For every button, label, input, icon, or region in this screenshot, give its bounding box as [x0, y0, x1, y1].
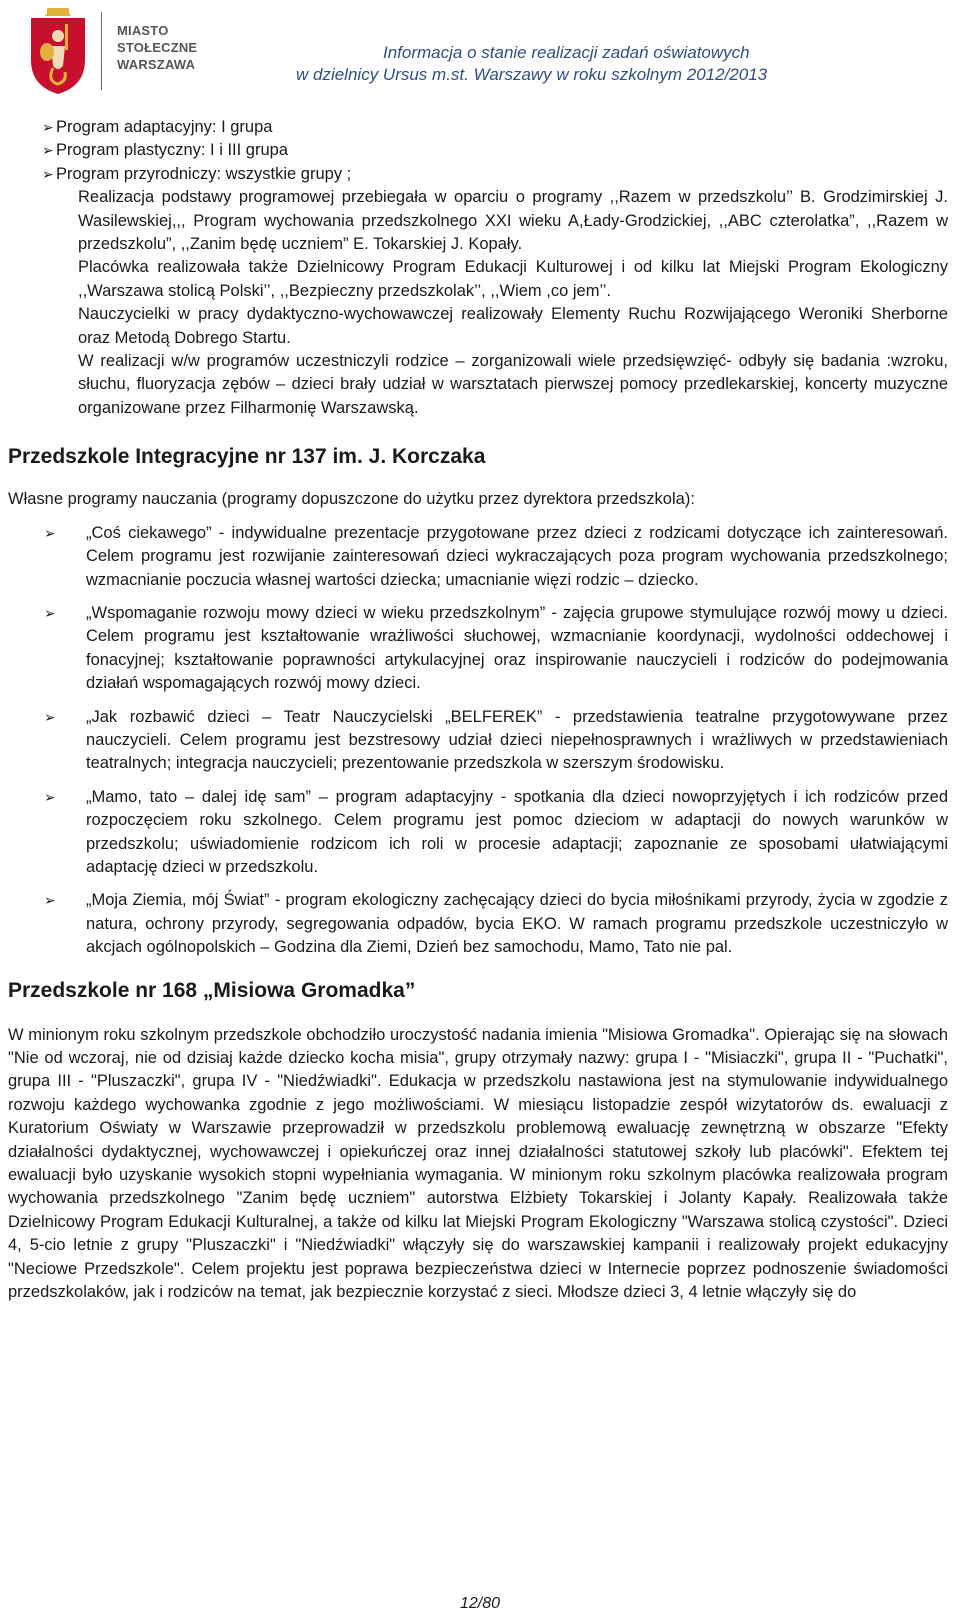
arrow-bullet-icon: ➢ [44, 788, 56, 805]
header-divider [101, 12, 102, 90]
city-line-1: MIASTO [117, 23, 169, 38]
paragraph: W realizacji w/w programów uczestniczyli rodzice – zorganizowali wiele przedsięwzięć- odbyły się badania :wzroku, słuchu, fluoryzacja zębów – dzieci brały udział w warsztatach pierwszej pomocy przedlekarskiej, koncerty muzyczne organizowane przez Filharmonię Warszawską. [78, 352, 948, 417]
section-heading: Przedszkole nr 168 „Misiowa Gromadka” [8, 978, 416, 1002]
arrow-bullet-icon: ➢ [44, 524, 56, 541]
list-item [8, 522, 948, 592]
list-item-text: „Wspomaganie rozwoju mowy dzieci w wieku przedszkolnym” - zajęcia grupowe stymulujące rozwój mowy u dzieci. Celem programu jest kształtowanie wrażliwości słuchowej, wzmacnianie koordynacji, wydolności oddechowej i fonacyjnej; kształtowanie poprawności artykulacyjnej oraz inspirowanie nauczycieli i rodziców do podejmowania działań wspomagających rozwój mowy dzieci. [86, 603, 948, 693]
arrow-bullet-icon: ➢ [42, 165, 54, 182]
list-item [8, 889, 948, 959]
list-item [8, 786, 948, 880]
list-item-text: „Jak rozbawić dzieci – Teatr Nauczycielski „BELFEREK” - przedstawienia teatralne przygotowywane przez nauczycieli. Celem programu jest bezstresowy udział dzieci niepełnosprawnych i wrażliwych w przedstawieniach teatralnych; integracja nauczycieli; prezentowanie przedszkola w szerszym środowisku. [86, 707, 948, 773]
arrow-bullet-icon: ➢ [44, 892, 56, 909]
list-item [8, 706, 948, 776]
report-title [296, 42, 768, 86]
list-item-text: „Coś ciekawego” - indywidualne prezentacje przygotowane przez dzieci z rodzicami dotyczące ich zainteresowań. Celem programu jest rozwijanie zainteresowań dzieci wykraczających poza program wychowania przedszkolnego; wzmacnianie poczucia własnej wartości dziecka; umacnianie więzi rodzic – dziecko. [86, 523, 948, 589]
arrow-bullet-icon: ➢ [42, 119, 54, 135]
document-body [8, 116, 948, 1304]
paragraph: Nauczycielki w pracy dydaktyczno-wychowawczej realizowały Elementy Ruchu Rozwijającego Weroniki Sherborne oraz Metodą Dobrego Startu. [78, 305, 948, 347]
report-title-line-2: w dzielnicy Ursus m.st. Warszawy w roku szkolnym 2012/2013 [296, 65, 768, 84]
report-title-line-1: Informacja o stanie realizacji zadań oświatowych [383, 43, 750, 62]
intro-paragraphs [8, 186, 948, 420]
list-item-text: Program adaptacyjny: I grupa [56, 118, 273, 136]
section-heading: Przedszkole Integracyjne nr 137 im. J. Korczaka [8, 445, 486, 469]
city-line-2: STOŁECZNE [117, 40, 198, 55]
paragraph: Realizacja podstawy programowej przebiegała w oparciu o programy ,,Razem w przedszkolu’’ B. Grodzimirskiej J. Wasilewskiej,,, Program wychowania przedszkolnego XXI wieku A,Łady-Grodzickiej, ,,ABC czterolatka”, ,,Razem w przedszkolu”, ,,Zanim będę uczniem” E. Tokarskiej J. Kopały. [78, 188, 948, 254]
arrow-bullet-icon: ➢ [42, 142, 54, 159]
list-item-text: Program plastyczny: I i III grupa [56, 141, 289, 160]
paragraph: Placówka realizowała także Dzielnicowy Program Edukacji Kulturowej i od kilku lat Miejski Program Ekologiczny ,,Warszawa stolicą Polski’’, ,,Bezpieczny przedszkolak’’, ,,Wiem ,co jem’’. [78, 258, 948, 300]
list-item-text: „Moja Ziemia, mój Świat” - program ekologiczny zachęcający dzieci do bycia miłośnikami przyrody, życia w zgodzie z natura, ochrony przyrody, segregowania odpadów, bycia EKO. W ramach programu przedszkole uczestniczyło w akcjach ogólnopolskich – Godzina dla Ziemi, Dzień bez samochodu, Mamo, Tato nie pal. [86, 891, 948, 957]
city-line-3: WARSZAWA [117, 57, 196, 72]
paragraph: W minionym roku szkolnym przedszkole obchodziło uroczystość nadania imienia "Misiowa Gromadka". Opierając się na słowach "Nie od wczoraj, nie od dzisiaj każde dziecko kocha misia", grupy otrzymały nazwy: grupa I - "Misiaczki", grupa II - "Puchatki", grupa III - "Pluszaczki", grupa IV - "Niedźwiadki". Edukacja w przedszkolu nastawiona jest na stymulowanie indywidualnego rozwoju każdego wychowanka zgodnie z jego możliwościami. W miesiącu listopadzie zespół wizytatorów ds. ewaluacji z Kuratorium Oświaty w Warszawie przeprowadził w przedszkolu problemową ewaluację zewnętrzną w obszarze "Efekty działalności dydaktycznej, wychowawczej i opiekuńczej oraz innej działalności statutowej szkoły lub placówki". Efektem tej ewaluacji było uzyskanie wysokich stopni wypełniania wymagania. W minionym roku szkolnym placówka realizowała program wychowania przedszkolnego "Zanim będę uczniem" autorstwa Elżbiety Tokarskiej i Jolanty Kapały. Realizowała także Dzielnicowy Program Edukacji Kulturalnej, a także od kilku lat Miejski Program Ekologiczny "Warszawa stolicą czystości". Dzieci 4, 5-cio letnie z grupy "Pluszaczki" i "Niedźwiadki" włączyły się do warszawskiej kampanii i realizowały projekt edukacyjny "Neciowe Przedszkole". Celem projektu jest poprawa bezpieczeństwa dzieci w Internecie poprzez podnoszenie świadomości przedszkolaków, jak i rodziców na temat, jak bezpiecznie korzystać z sieci. Młodsze dzieci 3, 4 letnie włączyły się do [8, 1025, 948, 1302]
page-number: 12/80 [459, 1595, 501, 1612]
list-item [8, 116, 948, 139]
list-item-text: Program przyrodniczy: wszystkie grupy ; [56, 164, 352, 183]
arrow-bullet-icon: ➢ [44, 604, 56, 621]
list-item [8, 602, 948, 696]
warsaw-crest-logo [27, 6, 89, 96]
page-header [0, 0, 960, 100]
list-item [8, 139, 948, 162]
list-item [8, 163, 948, 186]
city-name [117, 22, 197, 73]
program-list [8, 522, 948, 960]
section-lead: Własne programy nauczania (programy dopuszczone do użytku przez dyrektora przedszkola): [8, 490, 695, 509]
arrow-bullet-icon: ➢ [44, 708, 56, 725]
list-item-text: „Mamo, tato – dalej idę sam” – program adaptacyjny - spotkania dla dzieci nowoprzyjętych i ich rodziców przed rozpoczęciem roku szkolnego. Celem programu jest pomoc dzieciom w adaptacji do nowych warunków w przedszkolu; uświadomienie rodzicom ich roli w procesie adaptacji; zapoznanie ze sposobami ułatwiającymi adaptację dzieci w przedszkolu. [86, 787, 948, 876]
